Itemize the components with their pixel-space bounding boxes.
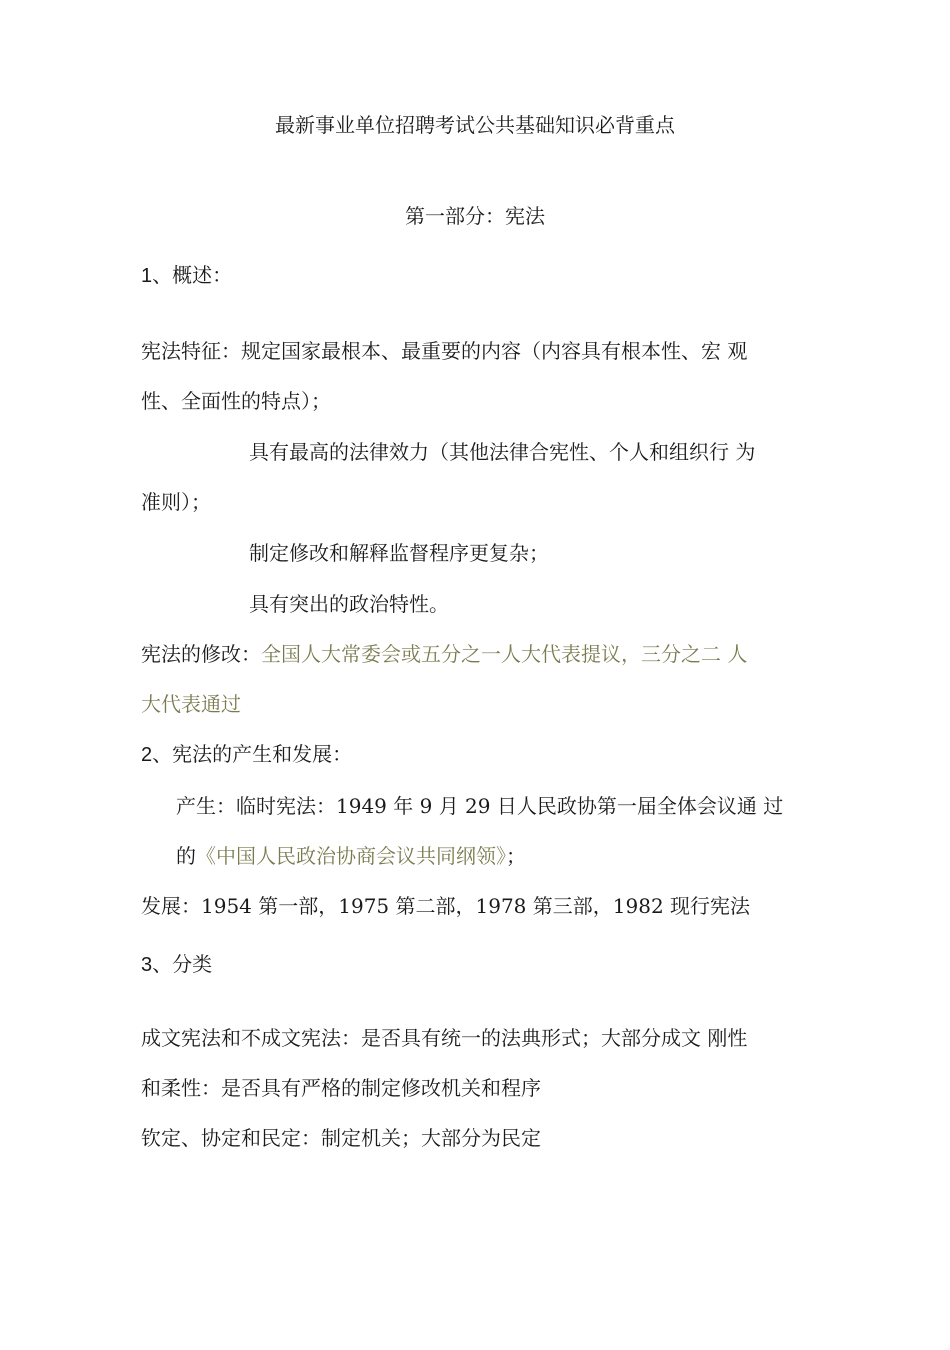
origin-line-1: 产生：临时宪法：1949 年 9 月 29 日人民政协第一届全体会议通 过 — [176, 794, 784, 818]
classification-line-2: 和柔性：是否具有严格的制定修改机关和程序 — [141, 1076, 541, 1100]
section-3-heading: 3、分类 — [141, 954, 213, 976]
amendment-highlight-1: 全国人大常委会或五分之一人大代表提议，三分之二 人 — [261, 642, 748, 666]
feature-line-6: 具有突出的政治特性。 — [249, 592, 449, 616]
feature-line-1: 宪法特征：规定国家最根本、最重要的内容（内容具有根本性、宏 观 — [141, 339, 748, 363]
part-heading: 第一部分：宪法 — [405, 204, 545, 228]
common-program-title: 《中国人民政治协商会议共同纲领》 — [196, 844, 506, 868]
feature-line-3: 具有最高的法律效力（其他法律合宪性、个人和组织行 为 — [249, 440, 756, 464]
classification-line-3: 钦定、协定和民定：制定机关；大部分为民定 — [141, 1126, 541, 1150]
amendment-label: 宪法的修改： — [141, 642, 261, 666]
section-2-heading: 2、宪法的产生和发展： — [141, 744, 353, 766]
document-title: 最新事业单位招聘考试公共基础知识必背重点 — [275, 113, 675, 137]
origin-suffix: ； — [506, 844, 526, 868]
feature-line-5: 制定修改和解释监督程序更复杂； — [249, 541, 549, 565]
amendment-line-1 — [141, 642, 747, 666]
origin-prefix: 的 — [176, 844, 196, 868]
feature-line-4: 准则）； — [141, 490, 211, 514]
origin-line-2 — [176, 844, 526, 868]
amendment-highlight-2: 大代表通过 — [141, 692, 241, 716]
section-1-heading: 1、概述： — [141, 265, 233, 287]
feature-line-2: 性、全面性的特点）； — [141, 389, 331, 413]
development-line: 发展：1954 第一部，1975 第二部，1978 第三部，1982 现行宪法 — [141, 894, 751, 918]
classification-line-1: 成文宪法和不成文宪法：是否具有统一的法典形式；大部分成文 刚性 — [141, 1026, 748, 1050]
